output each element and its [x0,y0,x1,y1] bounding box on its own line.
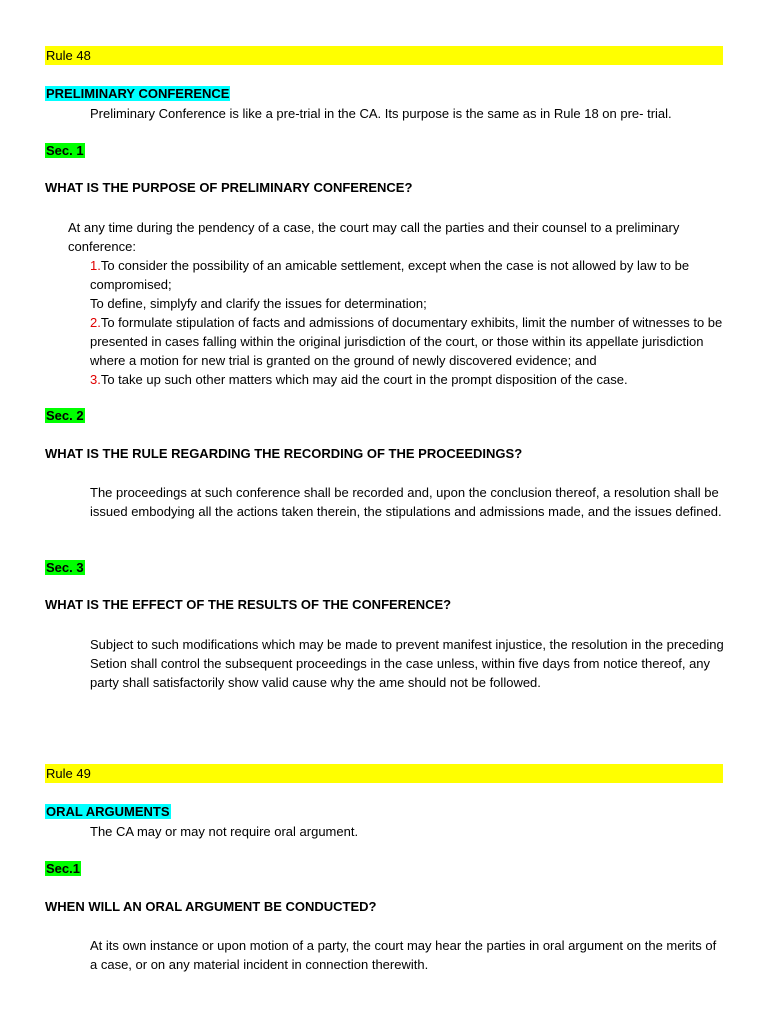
rule-48-bar [45,46,723,65]
list-item [90,313,726,370]
list-item [90,294,726,313]
rule-49-sec-1-label-wrap [45,861,81,876]
rule-49-title-wrap [45,804,171,819]
list-item-text: To consider the possibility of an amicable settlement, except when the case is not allowed by law to be compromised; [90,258,690,292]
sec-1-list [90,256,726,389]
rule-49-sec-1-answer: At its own instance or upon motion of a party, the court may hear the parties in oral argument on the merits of a case, or on any material incident in connection therewith. [90,938,717,972]
sec-2-question: WHAT IS THE RULE REGARDING THE RECORDING OF THE PROCEEDINGS? [45,446,523,461]
rule-48-title: PRELIMINARY CONFERENCE [46,86,230,101]
rule-49-intro: The CA may or may not require oral argument. [90,824,359,839]
sec-1-label-wrap [45,143,85,158]
rule-49-sec-1-label: Sec.1 [46,861,80,876]
list-item [90,370,726,389]
sec-2-label-wrap [45,408,85,423]
list-item [90,256,726,294]
list-item-number: 1. [90,258,101,273]
rule-49-title: ORAL ARGUMENTS [46,804,170,819]
rule-49-label: Rule 49 [46,766,91,781]
list-item-text: To take up such other matters which may aid the court in the prompt disposition of the case. [100,372,628,387]
list-item-text: To define, simplyfy and clarify the issues for determination; [90,296,427,311]
sec-1-question: WHAT IS THE PURPOSE OF PRELIMINARY CONFERENCE? [45,180,413,195]
sec-3-label-wrap [45,560,85,575]
sec-2-answer: The proceedings at such conference shall be recorded and, upon the conclusion thereof, a resolution shall be issued embodying all the actions taken therein, the stipulations and admissions made, and the issues defined. [90,485,722,519]
sec-2-label: Sec. 2 [46,408,84,423]
sec-3-question: WHAT IS THE EFFECT OF THE RESULTS OF THE CONFERENCE? [45,597,452,612]
list-item-number: 2. [90,315,101,330]
sec-1-lead: At any time during the pendency of a case, the court may call the parties and their counsel to a preliminary conference: [68,220,680,254]
rule-49-bar [45,764,723,783]
sec-3-answer: Subject to such modifications which may be made to prevent manifest injustice, the resolution in the preceding Setion shall control the subsequent proceedings in the case unless, within five days from notice thereof, any party shall satisfactorily show valid cause why the ame should not be followed. [90,637,724,690]
rule-48-label: Rule 48 [46,48,91,63]
sec-1-label: Sec. 1 [46,143,84,158]
list-item-number: 3. [90,372,101,387]
list-item-text: To formulate stipulation of facts and admissions of documentary exhibits, limit the number of witnesses to be presented in cases falling within the original jurisdiction of the court, or those within its appellate jurisdiction where a motion for new trial is granted on the ground of newly discovered evidence; and [90,315,723,368]
rule-48-title-wrap [45,86,230,101]
rule-49-sec-1-question: WHEN WILL AN ORAL ARGUMENT BE CONDUCTED? [45,899,377,914]
rule-48-intro: Preliminary Conference is like a pre-trial in the CA. Its purpose is the same as in Rule 18 on pre- trial. [90,106,672,121]
sec-3-label: Sec. 3 [46,560,84,575]
